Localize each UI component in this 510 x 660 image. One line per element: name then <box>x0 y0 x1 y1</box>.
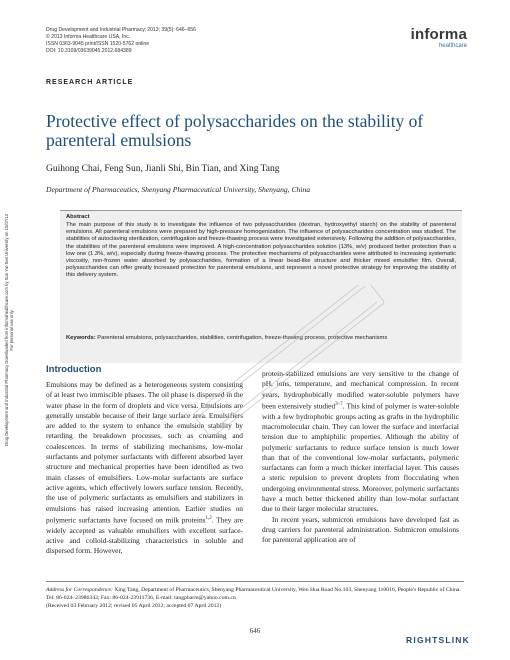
body-column-right <box>262 369 459 546</box>
abstract-text: The main purpose of this study is to investigate the influence of two polysaccharides (dextran, hydroxyethyl starch) on the stability of parenteral emulsions. All parenteral emulsions were prepared by high-pressure homogenization. The influence of polysaccharides concentration was studied. The stabilities of autoclaving sterilization, centrifugation and freeze-thawing process were investigated extensively. Following the addition of polysaccharides, the stabilities of the parenteral emulsions were improved. A high-concentration polysaccharides solution (13%, w/v) produced better protection than a low one (1.3%, w/v), especially during freeze-thawing process. The protective mechanisms of polysaccharides were attributed to increasing systematic viscosity, non-frozen water absorbed by polysaccharides, formation of a linear bead-like structure and thicker mixed emulsifier film. Overall, polysaccharides can offer greatly increased protection for parenteral emulsions, and represent a novel protective strategy for improving the stability of this delivery system. <box>66 222 456 279</box>
side-download-note <box>0 150 14 510</box>
journal-citation: Drug Development and Industrial Pharmacy, 2013; 39(5): 646–656 <box>46 27 196 33</box>
paragraph <box>262 369 459 515</box>
paragraph <box>46 380 243 557</box>
issn-line: ISSN 0363-9045 print/ISSN 1520-5762 online <box>46 41 150 47</box>
paragraph: In recent years, submicron emulsions have developed fast as drug carriers for parenteral administration. Submicron emulsions for parenteral application are of <box>262 514 459 545</box>
author-list: Guihong Chai, Feng Sun, Jianli Shi, Bin Tian, and Xing Tang <box>46 164 280 174</box>
keywords-text: Parenteral emulsions, polysaccharides, stabilities, centrifugation, freeze-thawing process, protective mechanisms <box>97 335 388 341</box>
side-note-line2: For personal use only. <box>9 309 14 351</box>
article-title: Protective effect of polysaccharides on the stability of parenteral emulsions <box>46 111 424 150</box>
rightslink-badge[interactable]: RIGHTSLINK <box>406 635 470 645</box>
abstract-heading: Abstract <box>66 214 90 220</box>
affiliation: Department of Pharmaceutics, Shenyang Pharmaceutical University, Shenyang, China <box>46 185 311 194</box>
received-dates: (Received 03 February 2012; revised 05 April 2012; accepted 07 April 2012) <box>46 603 222 609</box>
body-column-left <box>46 380 243 557</box>
article-type: RESEARCH ARTICLE <box>46 79 134 86</box>
citation-ref: 1,2 <box>205 515 212 521</box>
footnote-label: Address for Correspondence: <box>46 587 113 593</box>
keywords-label: Keywords: <box>66 335 96 341</box>
logo-brand: informa <box>410 26 467 43</box>
footnote-divider <box>46 581 464 582</box>
publisher-logo <box>411 27 467 50</box>
keywords <box>66 335 456 342</box>
doi-line: DOI: 10.3109/03639045.2012.684389 <box>46 48 132 54</box>
paragraph-text: Emulsions may be defined as a heterogeneous system consisting of at least two immiscible phases. The oil phase is dispersed in the water phase in the form of droplets and vice versa. Emulsions are generally unstable because of their large surface area. Emulsifiers are added to the system to enhance the emulsion stability by retarding the breakdown processes, such as creaming and coalescences. In terms of stabilizing mechanisms, low-molar surfactants and polymer surfactants with different absorbed layer structure and mechanical properties have been identified as two main classes of emulsifiers. Low-molar surfactants are surface active agents, which effectively lowers surface tension. Recently, the use of polymeric surfactants as emulsifiers and stabilizers in emulsions has raised increasing attention. Earlier studies on polymeric surfactants have focused on milk proteins <box>46 380 243 525</box>
paragraph-text: . They are widely accepted as valuable emulsifiers with excellent surface-active and colloid-stabilizing characteristics in soluble and dispersed form. However, <box>46 515 243 556</box>
journal-header <box>46 27 196 55</box>
logo-sub: healthcare <box>438 43 467 49</box>
section-heading-introduction: Introduction <box>46 364 102 375</box>
page-number: 646 <box>249 627 261 635</box>
paragraph-text: protein-stabilized emulsions are very sensitive to the change of pH, ions, temperature, and mechanical compression. In recent years, hydrophobically modified water-soluble polymers have been extensively studied <box>262 369 459 411</box>
paragraph-text: . This kind of polymer is water-soluble with a few hydrophobic groups acting as grafts in the hydrophilic macromolecular chain. They can lower the surface and interfacial tension due to amphiphilic properties. Although the ability of polymeric surfactants to reduce surface tension is much lower than that of the conventional low-molar surfactants, polymeric surfactants can form a much thicker interfacial layer. This causes a steric repulsion to prevent droplets from flocculating when undergoing environmental stress. Moreover, polymeric surfactants have a much better thickened ability than low-molar surfactant due to their larger molecular structures. <box>262 401 460 514</box>
correspondence-footnote <box>46 586 466 610</box>
copyright-line: © 2013 Informa Healthcare USA, Inc. <box>46 34 131 40</box>
side-note-line1: Drug Development and Industrial Pharmacy Downloaded from informahealthcare.com by Sun Yat-Sen University on 10/07/13 <box>4 214 9 446</box>
citation-ref: 3–7 <box>335 401 343 407</box>
footnote-text: Xing Tang, Department of Pharmaceutics, Shenyang Pharmaceutical University, Wen Hua Road No.103, Shenyang 110016, People's Republic of China. Tel: 86-024–23986343; Fax: 86-024-23911736, E-mail: tangpharm@yahoo.com.cn <box>46 587 461 601</box>
